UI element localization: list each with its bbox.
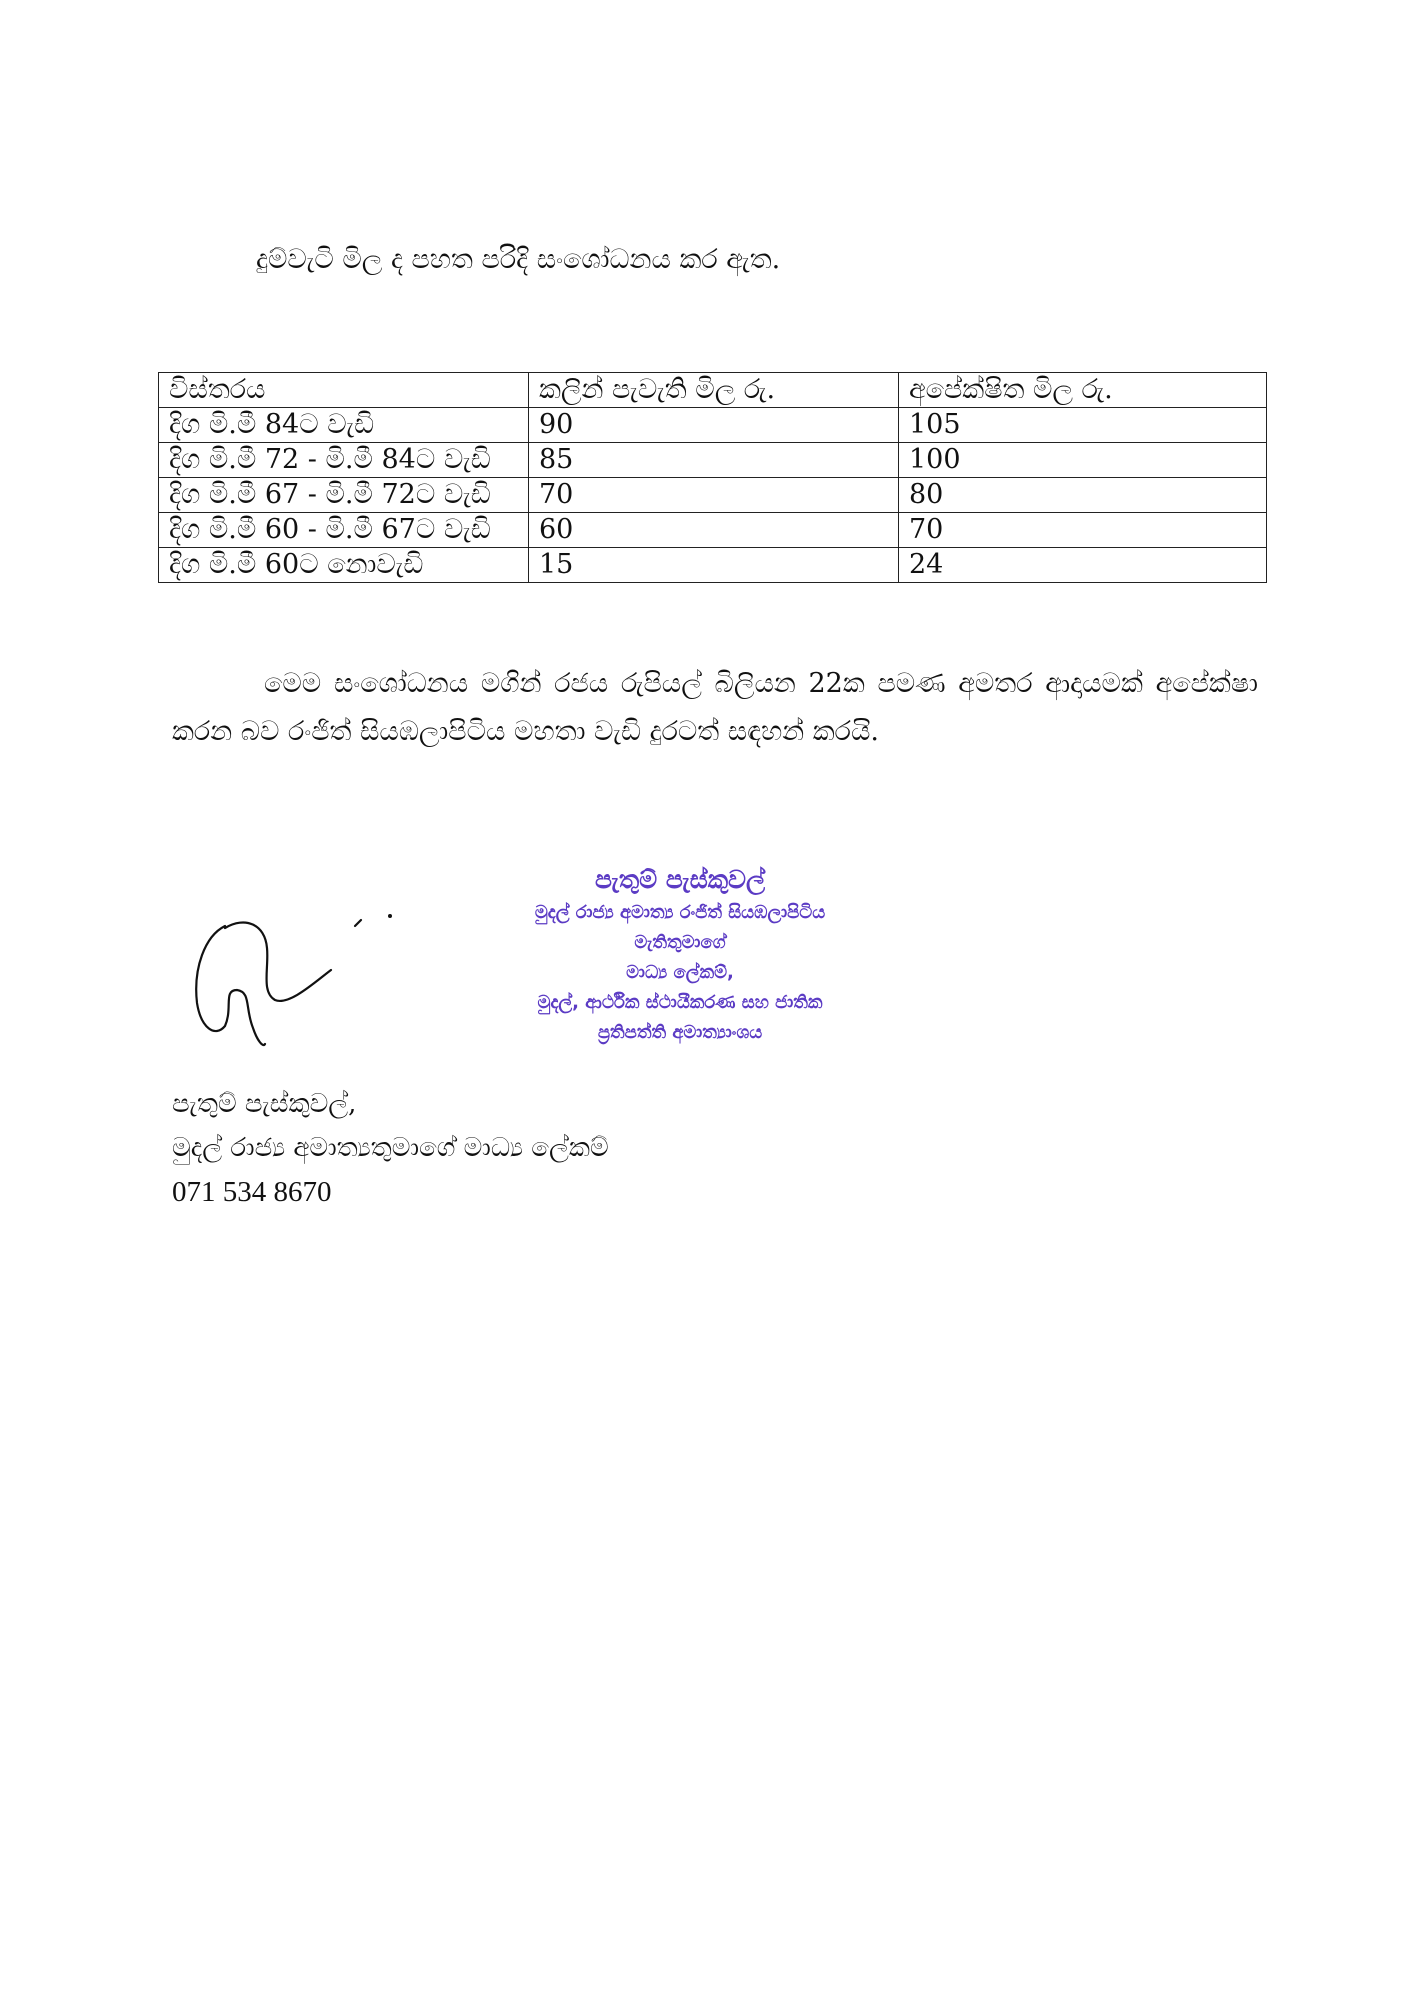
cell-expected-price: 70 — [899, 513, 1267, 548]
table-row — [159, 408, 1267, 443]
cell-description: දිග මි.මී 60 - මි.මී 67ට වැඩි — [159, 513, 529, 548]
cell-description: දිග මි.මී 67 - මි.මී 72ට වැඩි — [159, 478, 529, 513]
header-expected-price: අපේක්ෂිත මිල රු. — [899, 373, 1267, 408]
table-row — [159, 443, 1267, 478]
signature-image — [185, 908, 415, 1058]
cell-expected-price: 80 — [899, 478, 1267, 513]
intro-text: දුම්වැටි මිල ද පහත පරිදි සංශෝධනය කර ඇත. — [256, 244, 781, 275]
cell-expected-price: 105 — [899, 408, 1267, 443]
signer-title: මුදල් රාජ්‍ය අමාත්‍යතුමාගේ මාධ්‍ය ලේකම් — [172, 1133, 609, 1163]
signer-phone: 071 534 8670 — [172, 1176, 332, 1208]
cell-description: දිග මි.මී 84ට වැඩි — [159, 408, 529, 443]
table-row — [159, 548, 1267, 583]
cell-expected-price: 100 — [899, 443, 1267, 478]
header-description: විස්තරය — [159, 373, 529, 408]
cell-description: දිග මි.මී 72 - මි.මී 84ට වැඩි — [159, 443, 529, 478]
stamp-line: මුදල්, ආර්ථික ස්ථායීකරණ සහ ජාතික — [537, 992, 823, 1013]
cell-expected-price: 24 — [899, 548, 1267, 583]
cell-previous-price: 15 — [529, 548, 899, 583]
cell-description: දිග මි.මී 60ට නොවැඩි — [159, 548, 529, 583]
stamp-line: මුදල් රාජ්‍ය අමාත්‍ය රංජිත් සියඹලාපිටිය — [534, 902, 826, 923]
cell-previous-price: 90 — [529, 408, 899, 443]
table-row — [159, 478, 1267, 513]
body-paragraph: මෙම සංශෝධනය මගින් රජය රුපියල් බිලියන 22ක පමණ අමතර ආදායමක් අපේක්ෂා කරන බව රංජිත් සියඹලාපිටිය මහතා වැඩි දුරටත් සඳහන් කරයි. — [172, 668, 1258, 747]
stamp-line: ප්‍රතිපත්ති අමාත්‍යාංශය — [597, 1022, 763, 1043]
header-previous-price: කලින් පැවැති මිල රු. — [529, 373, 899, 408]
table-row — [159, 513, 1267, 548]
price-table — [158, 372, 1267, 583]
stamp-line: පැතුම් පැස්කුවල් — [594, 865, 766, 894]
signer-name: පැතුම් පැස්කුවල්, — [172, 1089, 357, 1119]
cell-previous-price: 70 — [529, 478, 899, 513]
cell-previous-price: 60 — [529, 513, 899, 548]
signer-block — [172, 1082, 609, 1214]
table-header-row — [159, 373, 1267, 408]
cell-previous-price: 85 — [529, 443, 899, 478]
official-stamp — [480, 862, 880, 1048]
stamp-line: මැතිතුමාගේ — [634, 932, 726, 953]
stamp-line: මාධ්‍ය ලේකම්, — [626, 962, 734, 983]
